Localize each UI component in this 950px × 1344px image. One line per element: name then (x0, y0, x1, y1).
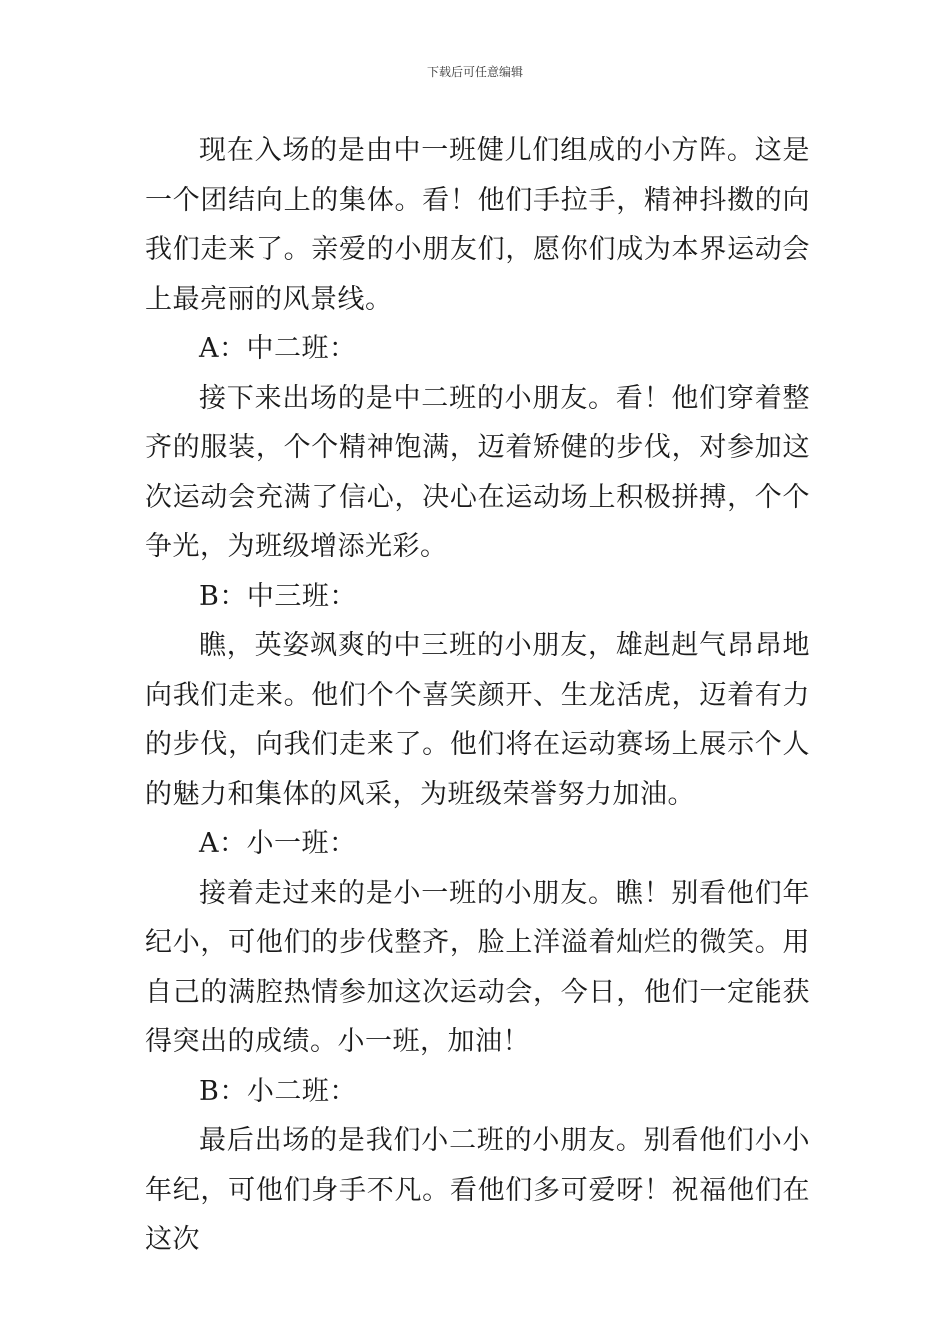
paragraph-class-zhong2: 接下来出场的是中二班的小朋友。看！他们穿着整齐的服装，个个精神饱满，迈着矫健的步伐，对参加这次运动会充满了信心，决心在运动场上积极拼搏，个个争光，为班级增添光彩。 (145, 382, 810, 562)
paragraph-class-xiao2: 最后出场的是我们小二班的小朋友。别看他们小小年纪，可他们身手不凡。看他们多可爱呀！祝福他们在这次 (145, 1125, 810, 1255)
heading-class-zhong3: B：中三班： (199, 580, 357, 612)
heading-class-zhong2: A：中二班： (199, 333, 357, 364)
page-header: 下载后可任意编辑 (426, 65, 523, 79)
paragraph-class-zhong1: 现在入场的是由中一班健儿们组成的小方阵。这是一个团结向上的集体。看！他们手拉手，精神抖擞的向我们走来了。亲爱的小朋友们，愿你们成为本界运动会上最亮丽的风景线。 (145, 135, 810, 315)
heading-class-xiao2: B：小二班： (199, 1075, 357, 1107)
heading-class-xiao1: A：小一班： (199, 828, 357, 859)
paragraph-class-zhong3: 瞧，英姿飒爽的中三班的小朋友，雄赳赳气昂昂地向我们走来。他们个个喜笑颜开、生龙活虎，迈着有力的步伐，向我们走来了。他们将在运动赛场上展示个人的魅力和集体的风采，为班级荣誉努力加油。 (145, 630, 810, 810)
document-body (145, 126, 810, 1265)
paragraph-class-xiao1: 接着走过来的是小一班的小朋友。瞧！别看他们年纪小，可他们的步伐整齐，脸上洋溢着灿烂的微笑。用自己的满腔热情参加这次运动会，今日，他们一定能获得突出的成绩。小一班，加油！ (145, 877, 810, 1057)
